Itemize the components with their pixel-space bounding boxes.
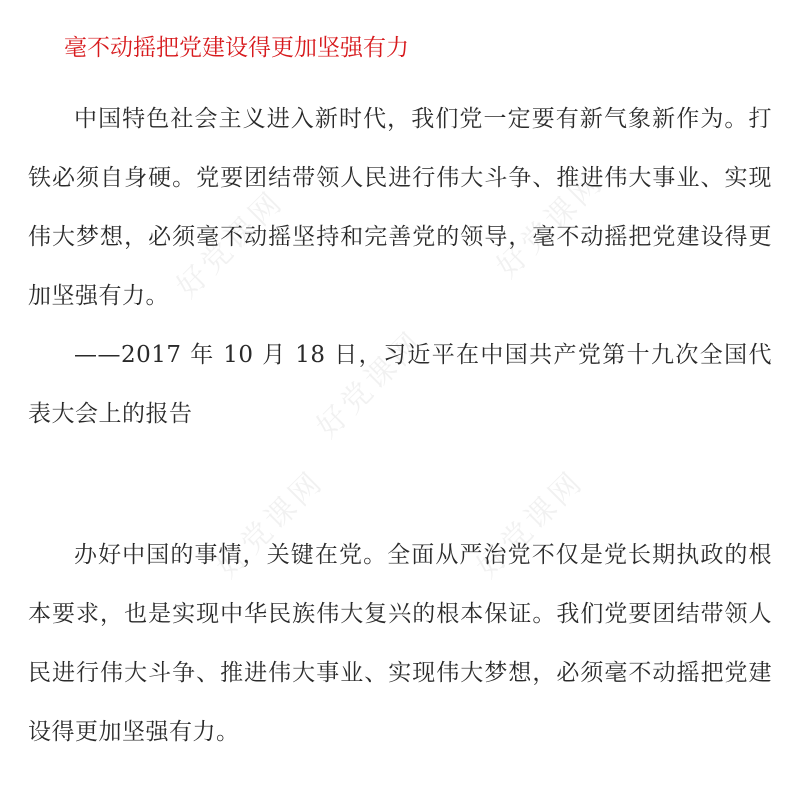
watermark: 好党课网 [170,184,291,305]
page-title: 毫不动摇把党建设得更加坚强有力 [64,35,409,61]
watermark: 好党课网 [210,464,331,585]
paragraph-body: 办好中国的事情，关键在党。全面从严治党不仅是党长期执政的根本要求，也是实现中华民族伟大复兴的根本保证。我们党要团结带领人民进行伟大斗争、推进伟大事业、实现伟大梦想，必须毫不动摇把党建设得更加坚强有力。 [28,542,772,745]
paragraph-quote: 中国特色社会主义进入新时代，我们党一定要有新气象新作为。打铁必须自身硬。党要团结带领人民进行伟大斗争、推进伟大事业、实现伟大梦想，必须毫不动摇坚持和完善党的领导，毫不动摇把党建设得更加坚强有力。 [28,106,772,309]
watermark: 好党课网 [310,324,431,445]
watermark: 好党课网 [490,164,611,285]
paragraph-attribution: ——2017 年 10 月 18 日，习近平在中国共产党第十九次全国代表大会上的报告 [28,342,772,427]
watermark: 好党课网 [470,464,591,585]
